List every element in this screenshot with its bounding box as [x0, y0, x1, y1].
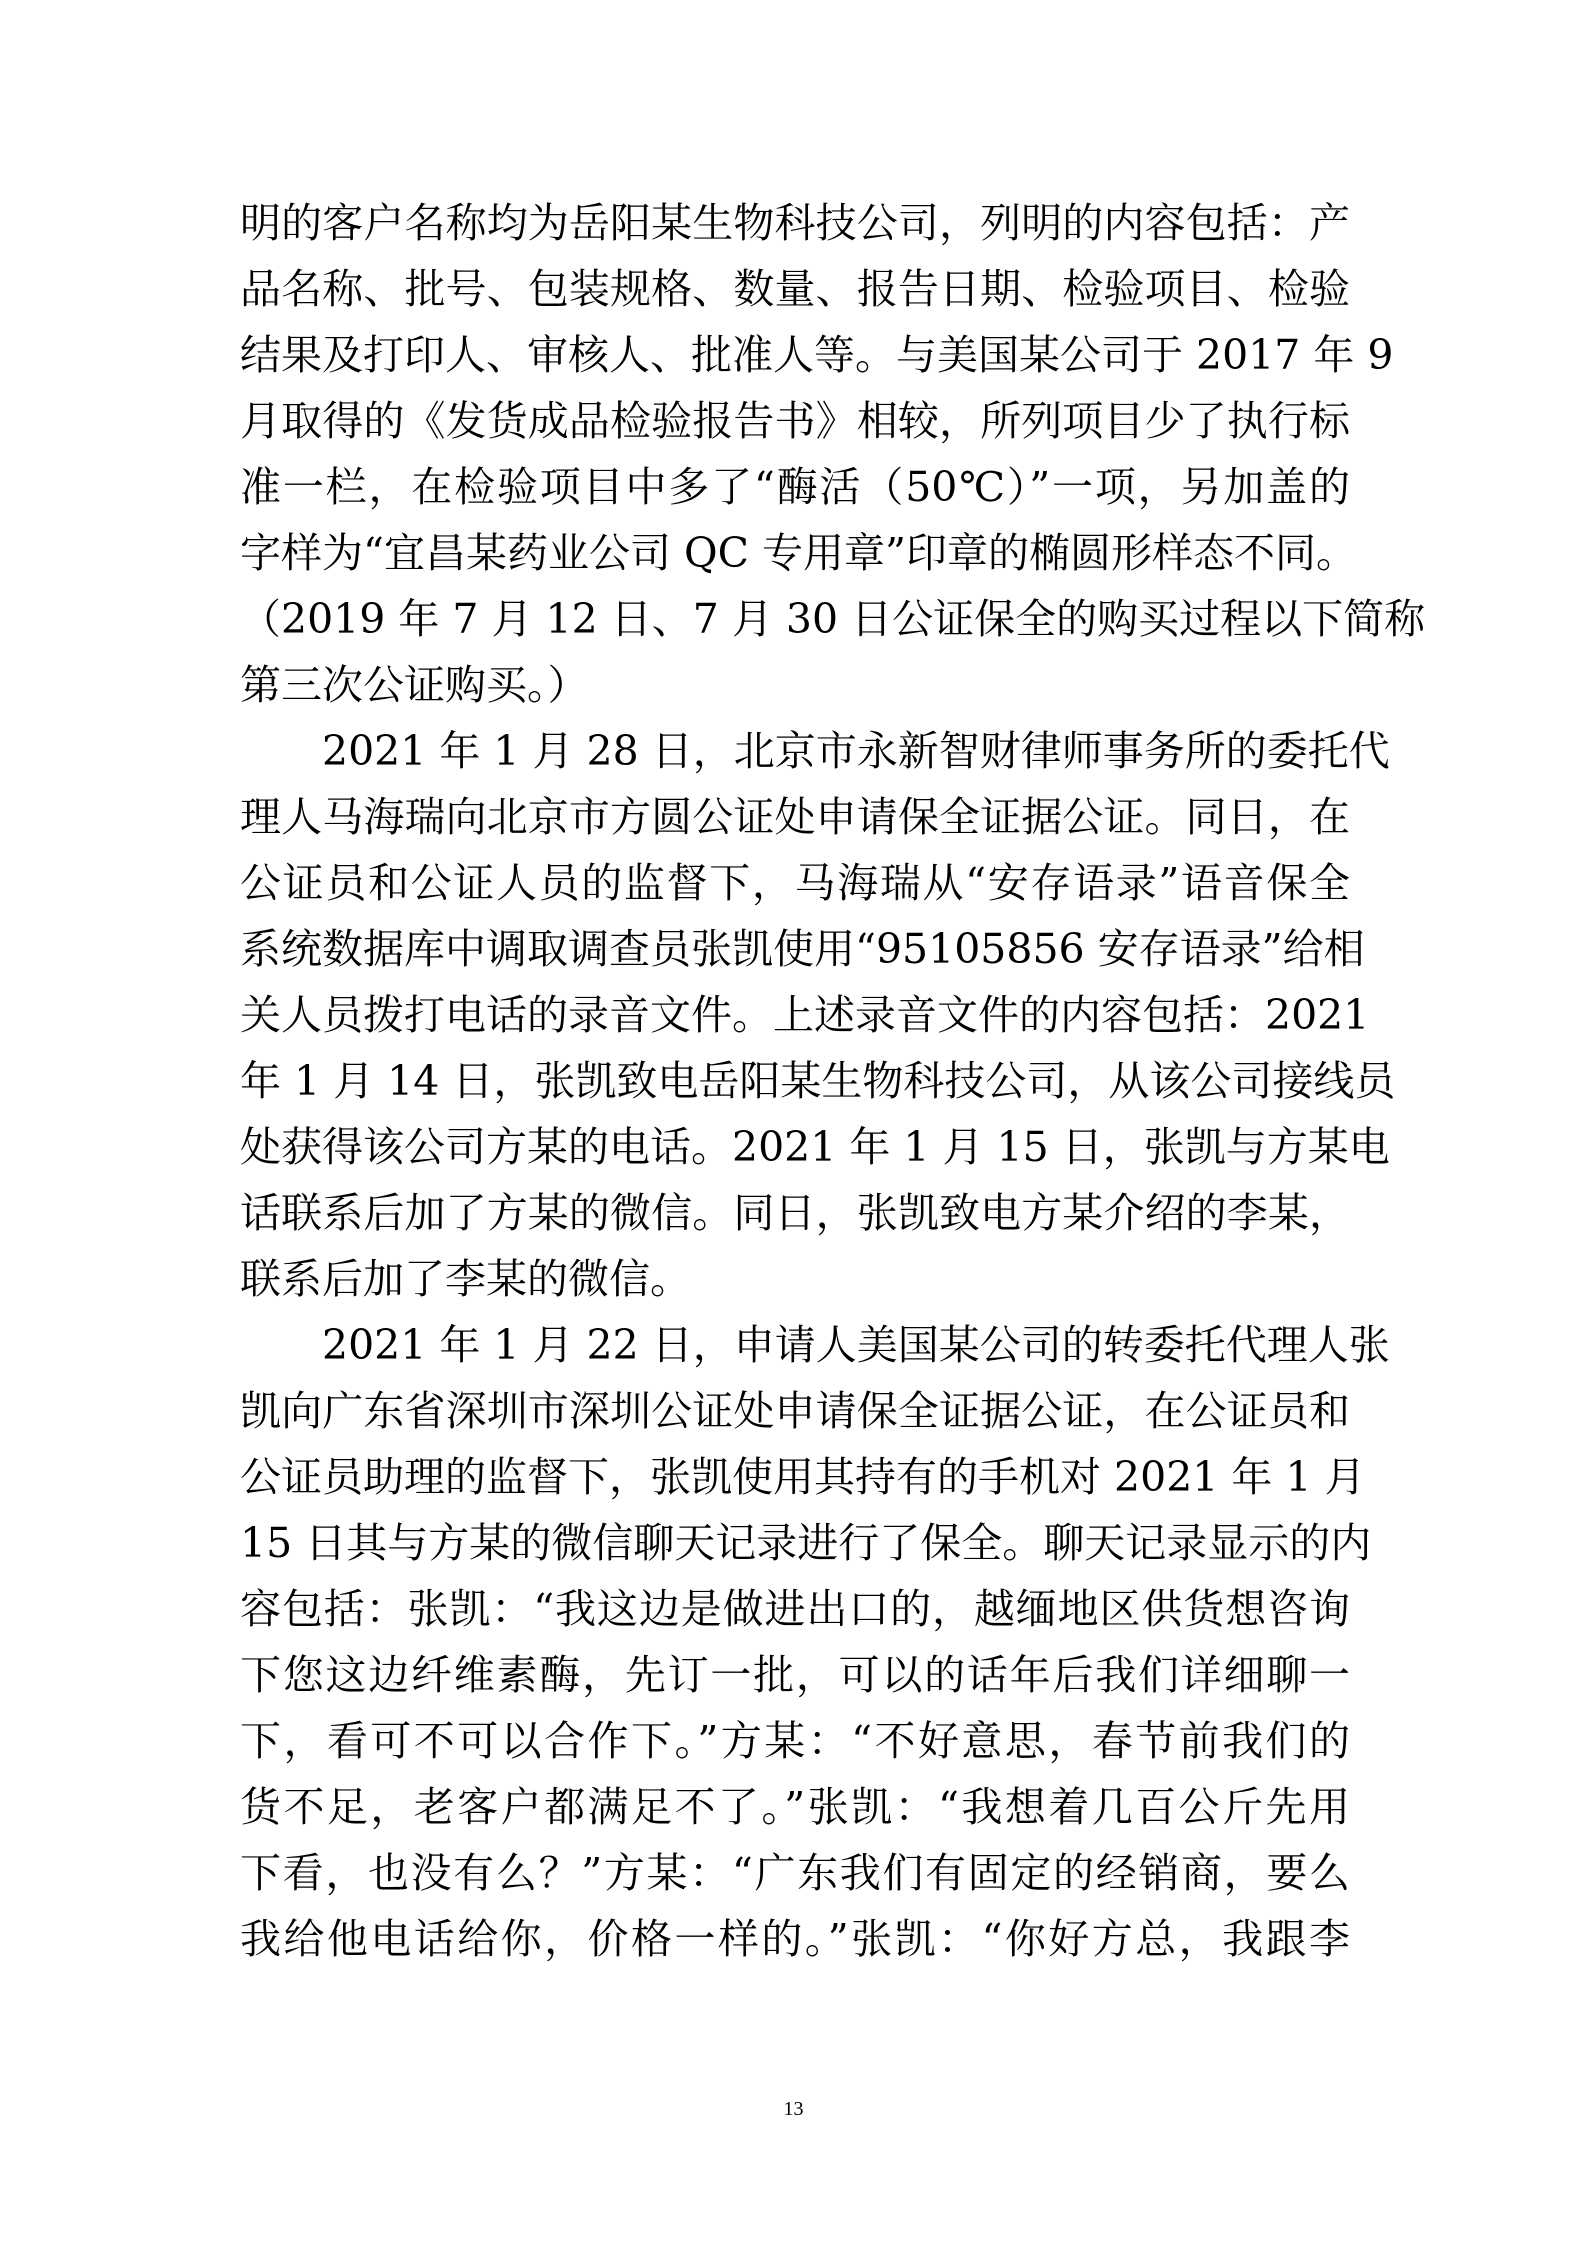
- text-line: 15 日其与方某的微信聊天记录进行了保全。聊天记录显示的内: [240, 1519, 1372, 1567]
- text-line: 关人员拨打电话的录音文件。上述录音文件的内容包括：2021: [240, 991, 1370, 1039]
- text-line: 处获得该公司方某的电话。2021 年 1 月 15 日，张凯与方某电: [240, 1123, 1390, 1171]
- text-line: 下，看可不可以合作下。”方某：“不好意思，春节前我们的: [240, 1717, 1350, 1765]
- body-text: [240, 190, 1426, 1972]
- text-line: 理人马海瑞向北京市方圆公证处申请保全证据公证。同日，在: [240, 793, 1350, 841]
- text-line: 下您这边纤维素酶，先订一批，可以的话年后我们详细聊一: [240, 1651, 1350, 1699]
- text-line: 明的客户名称均为岳阳某生物科技公司，列明的内容包括：产: [240, 199, 1350, 247]
- text-line: 第三次公证购买。）: [240, 661, 589, 709]
- page-number: 13: [783, 2098, 804, 2120]
- text-line: 字样为“宜昌某药业公司 QC 专用章”印章的椭圆形样态不同。: [240, 529, 1357, 577]
- text-line: 我给他电话给你，价格一样的。”张凯：“你好方总，我跟李: [240, 1915, 1350, 1963]
- text-line: 货不足，老客户都满足不了。”张凯：“我想着几百公斤先用: [240, 1783, 1350, 1831]
- text-line: 系统数据库中调取调查员张凯使用“95105856 安存语录”给相: [240, 925, 1365, 973]
- text-line: （2019 年 7 月 12 日、7 月 30 日公证保全的购买过程以下简称: [240, 595, 1426, 643]
- text-line: 年 1 月 14 日，张凯致电岳阳某生物科技公司，从该公司接线员: [240, 1057, 1396, 1105]
- text-line: 准一栏，在检验项目中多了“酶活（50℃）”一项，另加盖的: [240, 463, 1350, 511]
- text-line: 2021 年 1 月 22 日，申请人美国某公司的转委托代理人张: [322, 1321, 1390, 1369]
- text-line: 结果及打印人、审核人、批准人等。与美国某公司于 2017 年 9: [240, 331, 1394, 379]
- text-line: 品名称、批号、包装规格、数量、报告日期、检验项目、检验: [240, 265, 1350, 313]
- text-line: 2021 年 1 月 28 日，北京市永新智财律师事务所的委托代: [322, 727, 1390, 775]
- text-line: 话联系后加了方某的微信。同日，张凯致电方某介绍的李某，: [240, 1189, 1350, 1237]
- text-line: 公证员助理的监督下，张凯使用其持有的手机对 2021 年 1 月: [240, 1453, 1366, 1501]
- text-line: 下看，也没有么？”方某：“广东我们有固定的经销商，要么: [240, 1849, 1350, 1897]
- text-line: 容包括：张凯：“我这边是做进出口的，越缅地区供货想咨询: [240, 1585, 1350, 1633]
- text-line: 联系后加了李某的微信。: [240, 1255, 691, 1303]
- paragraph-2: [240, 718, 1396, 1312]
- paragraph-1: [240, 190, 1426, 718]
- text-line: 月取得的《发货成品检验报告书》相较，所列项目少了执行标: [240, 397, 1350, 445]
- paragraph-3: [240, 1312, 1390, 1972]
- text-line: 公证员和公证人员的监督下，马海瑞从“安存语录”语音保全: [240, 859, 1350, 907]
- text-line: 凯向广东省深圳市深圳公证处申请保全证据公证，在公证员和: [240, 1387, 1350, 1435]
